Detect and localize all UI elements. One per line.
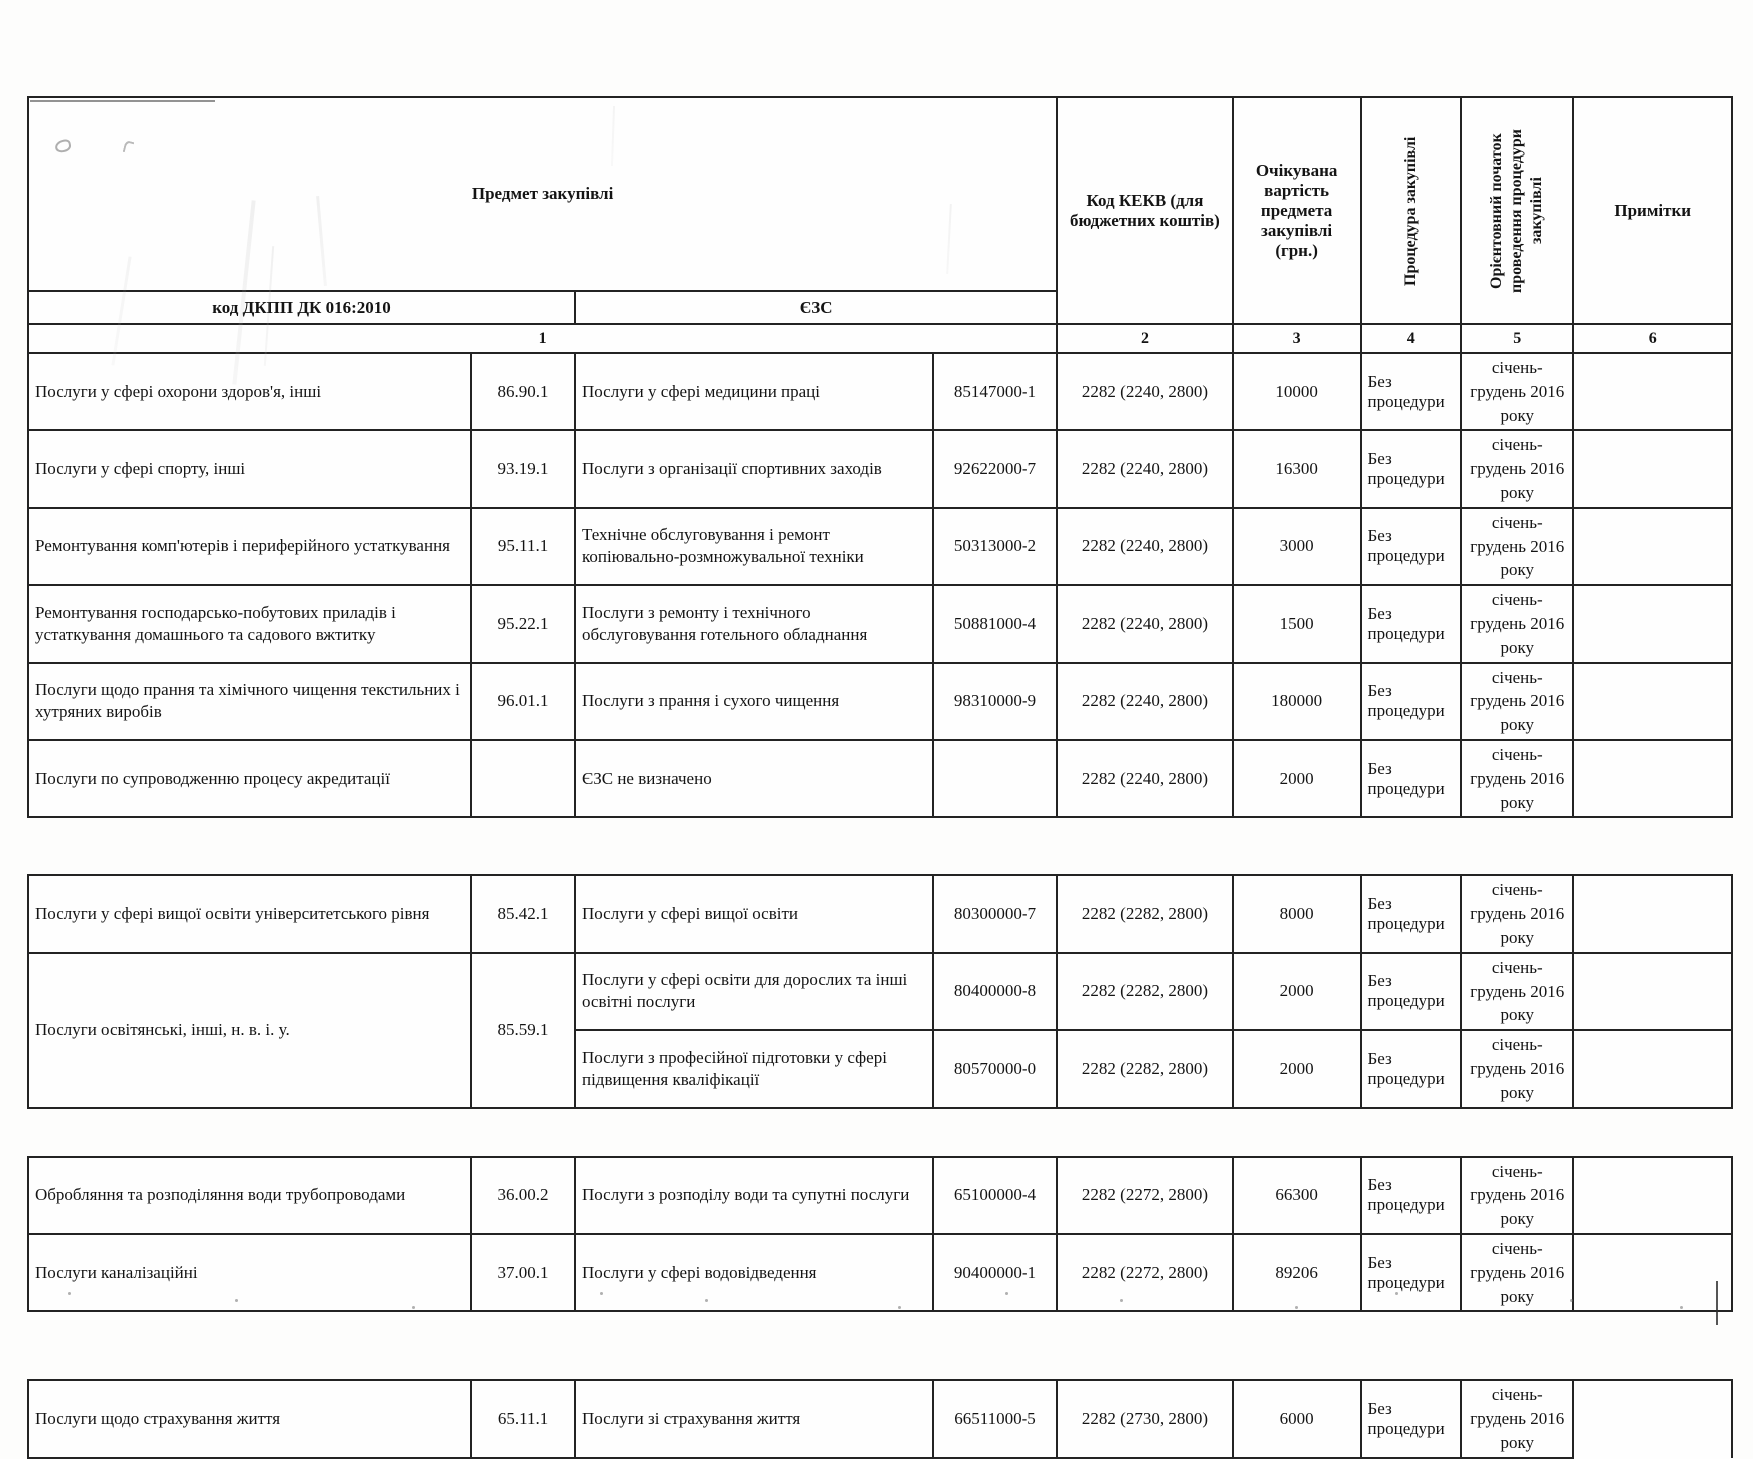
cell-kekv: 2282 (2282, 2800) xyxy=(1057,875,1233,952)
cell-notes xyxy=(1573,585,1732,662)
table-row xyxy=(28,953,1732,1030)
cell-dkpp-code: 65.11.1 xyxy=(471,1380,575,1457)
table-row xyxy=(28,1380,1732,1457)
column-number-4: 4 xyxy=(1361,324,1462,353)
table-row xyxy=(28,1157,1732,1234)
cell-ezs-name: ЄЗС не визначено xyxy=(575,740,933,817)
cell-dkpp-code: 86.90.1 xyxy=(471,353,575,430)
cell-kekv: 2282 (2240, 2800) xyxy=(1057,508,1233,585)
cell-start: січень-грудень 2016 року xyxy=(1461,875,1573,952)
cell-dkpp-name: Послуги щодо страхування життя xyxy=(28,1380,471,1457)
cell-cost: 89206 xyxy=(1233,1234,1361,1311)
cell-notes xyxy=(1573,875,1732,952)
cell-ezs-name: Послуги з професійної підготовки у сфері підвищення кваліфікації xyxy=(575,1030,933,1107)
cell-dkpp-code: 36.00.2 xyxy=(471,1157,575,1234)
cell-kekv: 2282 (2272, 2800) xyxy=(1057,1157,1233,1234)
cell-notes xyxy=(1573,663,1732,740)
cell-notes xyxy=(1573,1380,1732,1457)
cell-dkpp-name: Послуги каналізаційні xyxy=(28,1234,471,1311)
cell-ezs-name: Послуги зі страхування життя xyxy=(575,1380,933,1457)
cell-procedure: Без процедури xyxy=(1361,875,1462,952)
cell-kekv: 2282 (2240, 2800) xyxy=(1057,740,1233,817)
column-number-2: 2 xyxy=(1057,324,1233,353)
cell-start: січень-грудень 2016 року xyxy=(1461,585,1573,662)
cell-dkpp-name: Ремонтування господарсько-побутових приладів і устаткування домашнього та садового вжтитку xyxy=(28,585,471,662)
column-number-5: 5 xyxy=(1461,324,1573,353)
cell-kekv: 2282 (2240, 2800) xyxy=(1057,585,1233,662)
header-subject-group: Предмет закупівлі xyxy=(28,97,1057,291)
cell-notes xyxy=(1573,508,1732,585)
cell-cost: 16300 xyxy=(1233,430,1361,507)
cell-dkpp-code: 93.19.1 xyxy=(471,430,575,507)
cell-notes xyxy=(1573,353,1732,430)
cell-kekv: 2282 (2240, 2800) xyxy=(1057,663,1233,740)
cell-dkpp-code: 96.01.1 xyxy=(471,663,575,740)
cell-start: січень-грудень 2016 року xyxy=(1461,353,1573,430)
column-number-1: 1 xyxy=(28,324,1057,353)
cell-dkpp-code xyxy=(471,740,575,817)
cell-ezs-code: 50313000-2 xyxy=(933,508,1057,585)
cell-procedure: Без процедури xyxy=(1361,663,1462,740)
table-row xyxy=(28,353,1732,430)
cell-notes xyxy=(1573,1030,1732,1107)
cell-ezs-name: Послуги з розподілу води та супутні послуги xyxy=(575,1157,933,1234)
cell-procedure: Без процедури xyxy=(1361,430,1462,507)
cell-ezs-name: Послуги у сфері водовідведення xyxy=(575,1234,933,1311)
table-row xyxy=(28,508,1732,585)
cell-start: січень-грудень 2016 року xyxy=(1461,953,1573,1030)
subheader-dkpp: код ДКПП ДК 016:2010 xyxy=(28,291,575,324)
cell-ezs-code xyxy=(933,740,1057,817)
table-row xyxy=(28,740,1732,817)
cell-ezs-code: 85147000-1 xyxy=(933,353,1057,430)
cell-procedure: Без процедури xyxy=(1361,1380,1462,1457)
cell-kekv: 2282 (2282, 2800) xyxy=(1057,953,1233,1030)
cell-dkpp-code: 95.11.1 xyxy=(471,508,575,585)
cell-start: січень-грудень 2016 року xyxy=(1461,663,1573,740)
header-notes: Примітки xyxy=(1573,97,1732,324)
cell-kekv: 2282 (2282, 2800) xyxy=(1057,1030,1233,1107)
cell-dkpp-code: 85.42.1 xyxy=(471,875,575,952)
cell-ezs-name: Послуги у сфері освіти для дорослих та інші освітні послуги xyxy=(575,953,933,1030)
cell-procedure: Без процедури xyxy=(1361,353,1462,430)
cell-start: січень-грудень 2016 року xyxy=(1461,1380,1573,1457)
cell-dkpp-name: Обробляння та розподіляння води трубопроводами xyxy=(28,1157,471,1234)
cell-start: січень-грудень 2016 року xyxy=(1461,430,1573,507)
cell-kekv: 2282 (2240, 2800) xyxy=(1057,353,1233,430)
cell-dkpp-code: 85.59.1 xyxy=(471,953,575,1108)
cell-kekv: 2282 (2272, 2800) xyxy=(1057,1234,1233,1311)
table-row xyxy=(28,585,1732,662)
procurement-table-insurance xyxy=(27,1379,1733,1458)
cell-ezs-name: Технічне обслуговування і ремонт копіювально-розмножувальної техніки xyxy=(575,508,933,585)
cell-ezs-code: 50881000-4 xyxy=(933,585,1057,662)
table-row xyxy=(28,875,1732,952)
cell-ezs-code: 80300000-7 xyxy=(933,875,1057,952)
cell-procedure: Без процедури xyxy=(1361,508,1462,585)
cell-start: січень-грудень 2016 року xyxy=(1461,740,1573,817)
cell-notes xyxy=(1573,953,1732,1030)
cell-dkpp-name: Послуги щодо прання та хімічного чищення текстильних і хутряних виробів xyxy=(28,663,471,740)
cell-start: січень-грудень 2016 року xyxy=(1461,1157,1573,1234)
cell-cost: 6000 xyxy=(1233,1380,1361,1457)
cell-procedure: Без процедури xyxy=(1361,1234,1462,1311)
cell-start: січень-грудень 2016 року xyxy=(1461,1030,1573,1107)
cell-notes xyxy=(1573,430,1732,507)
cell-cost: 8000 xyxy=(1233,875,1361,952)
cell-dkpp-name: Ремонтування комп'ютерів і периферійного устаткування xyxy=(28,508,471,585)
cell-ezs-code: 98310000-9 xyxy=(933,663,1057,740)
cell-dkpp-name: Послуги освітянські, інші, н. в. і. у. xyxy=(28,953,471,1108)
procurement-table-water xyxy=(27,1156,1733,1313)
procurement-table-services xyxy=(27,96,1733,818)
table-row xyxy=(28,1234,1732,1311)
cell-cost: 180000 xyxy=(1233,663,1361,740)
column-number-6: 6 xyxy=(1573,324,1732,353)
cell-cost: 3000 xyxy=(1233,508,1361,585)
header-start-vertical-text: Орієнтовний початок проведення процедури закупівлі xyxy=(1488,128,1546,293)
cell-cost: 10000 xyxy=(1233,353,1361,430)
table-row xyxy=(28,430,1732,507)
cell-dkpp-name: Послуги по супроводженню процесу акредитації xyxy=(28,740,471,817)
cell-cost: 2000 xyxy=(1233,740,1361,817)
table-header xyxy=(28,97,1732,353)
cell-kekv: 2282 (2730, 2800) xyxy=(1057,1380,1233,1457)
procurement-table-education xyxy=(27,874,1733,1108)
cell-notes xyxy=(1573,1157,1732,1234)
cell-ezs-name: Послуги з прання і сухого чищення xyxy=(575,663,933,740)
cell-ezs-code: 80400000-8 xyxy=(933,953,1057,1030)
cell-ezs-code: 66511000-5 xyxy=(933,1380,1057,1457)
subheader-ezs: ЄЗС xyxy=(575,291,1057,324)
cell-ezs-code: 65100000-4 xyxy=(933,1157,1057,1234)
cell-dkpp-name: Послуги у сфері спорту, інші xyxy=(28,430,471,507)
cell-procedure: Без процедури xyxy=(1361,740,1462,817)
cell-notes xyxy=(1573,740,1732,817)
cell-cost: 2000 xyxy=(1233,953,1361,1030)
cell-dkpp-name: Послуги у сфері вищої освіти університетського рівня xyxy=(28,875,471,952)
column-number-3: 3 xyxy=(1233,324,1361,353)
cell-dkpp-name: Послуги у сфері охорони здоров'я, інші xyxy=(28,353,471,430)
cell-cost: 2000 xyxy=(1233,1030,1361,1107)
cell-procedure: Без процедури xyxy=(1361,585,1462,662)
cell-ezs-name: Послуги з організації спортивних заходів xyxy=(575,430,933,507)
cell-dkpp-code: 95.22.1 xyxy=(471,585,575,662)
cell-procedure: Без процедури xyxy=(1361,1030,1462,1107)
cell-ezs-code: 92622000-7 xyxy=(933,430,1057,507)
cell-cost: 1500 xyxy=(1233,585,1361,662)
cell-dkpp-code: 37.00.1 xyxy=(471,1234,575,1311)
header-procedure-vertical-text: Процедура закупівлі xyxy=(1401,135,1419,286)
cell-ezs-name: Послуги у сфері медицини праці xyxy=(575,353,933,430)
table-row xyxy=(28,663,1732,740)
cell-procedure: Без процедури xyxy=(1361,1157,1462,1234)
cell-procedure: Без процедури xyxy=(1361,953,1462,1030)
header-procedure xyxy=(1361,97,1462,324)
cell-ezs-name: Послуги з ремонту і технічного обслуговування готельного обладнання xyxy=(575,585,933,662)
header-expected-cost: Очікувана вартість предмета закупівлі (грн.) xyxy=(1233,97,1361,324)
cell-start: січень-грудень 2016 року xyxy=(1461,508,1573,585)
scanned-document-page xyxy=(0,96,1753,1452)
cell-ezs-code: 80570000-0 xyxy=(933,1030,1057,1107)
header-orientation-start xyxy=(1461,97,1573,324)
cell-ezs-name: Послуги у сфері вищої освіти xyxy=(575,875,933,952)
cell-cost: 66300 xyxy=(1233,1157,1361,1234)
header-kekv: Код КЕКВ (для бюджетних коштів) xyxy=(1057,97,1233,324)
cell-ezs-code: 90400000-1 xyxy=(933,1234,1057,1311)
cell-kekv: 2282 (2240, 2800) xyxy=(1057,430,1233,507)
cell-start: січень-грудень 2016 року xyxy=(1461,1234,1573,1311)
cell-notes xyxy=(1573,1234,1732,1311)
